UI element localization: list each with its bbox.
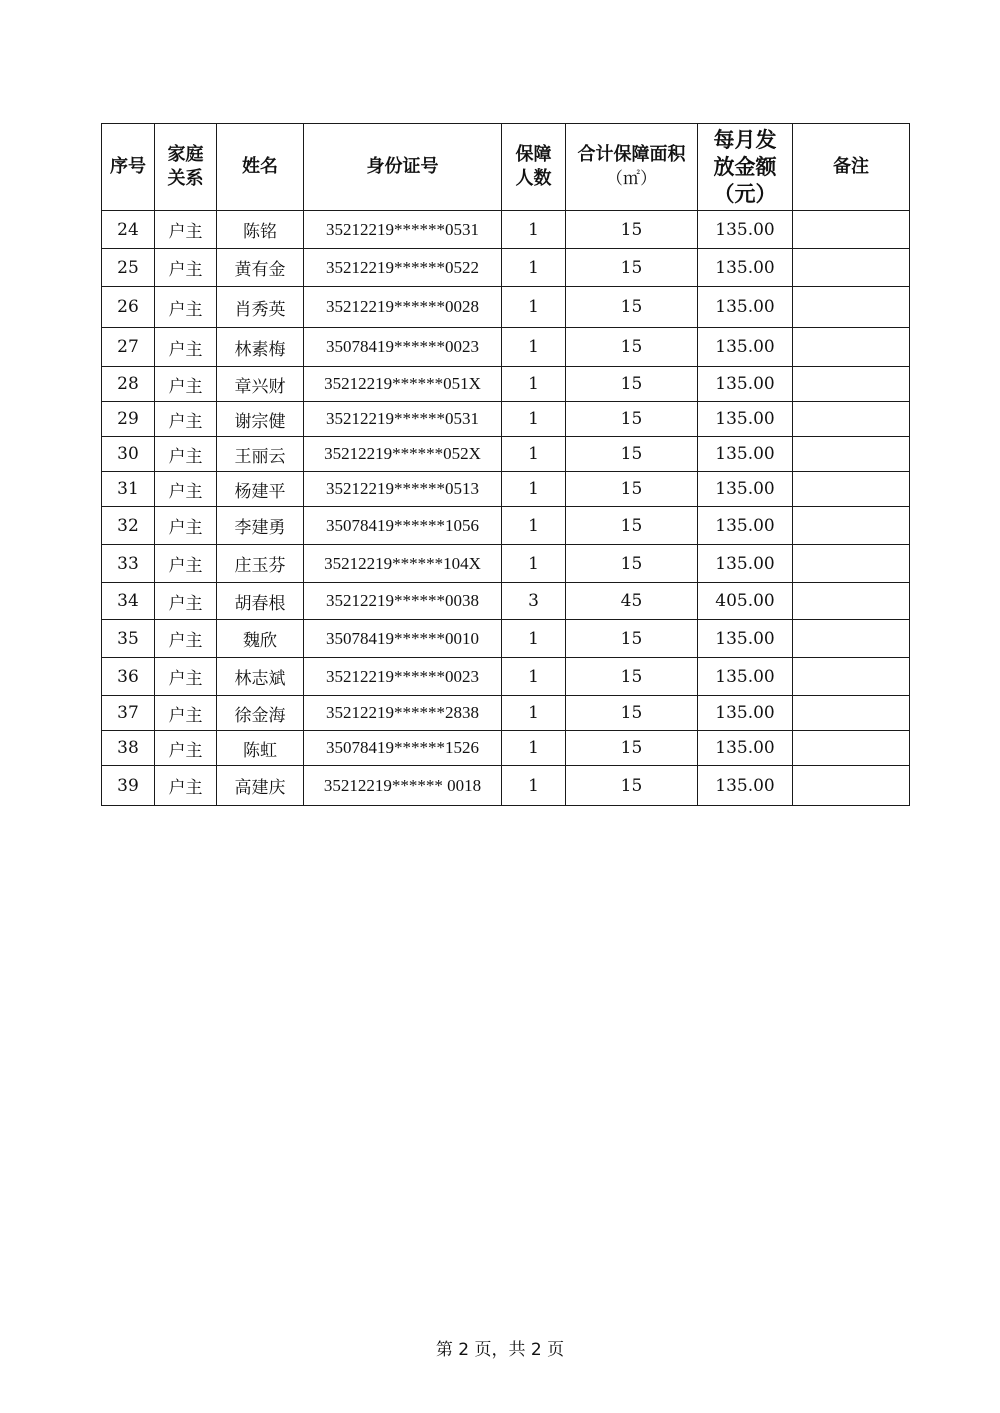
cell-relation: 户主 (155, 328, 217, 367)
cell-area: 15 (566, 402, 698, 437)
cell-seq: 31 (102, 472, 155, 507)
cell-id-number: 35212219******0531 (304, 402, 502, 437)
cell-seq: 24 (102, 211, 155, 249)
cell-id-number: 35212219****** 0018 (304, 766, 502, 806)
cell-seq: 28 (102, 367, 155, 402)
table-row (102, 249, 910, 287)
cell-remarks (793, 437, 910, 472)
table-row (102, 402, 910, 437)
header-id-number: 身份证号 (304, 124, 502, 211)
table-row (102, 287, 910, 328)
cell-remarks (793, 620, 910, 658)
cell-area: 15 (566, 472, 698, 507)
cell-remarks (793, 731, 910, 766)
cell-id-number: 35078419******0023 (304, 328, 502, 367)
cell-area: 15 (566, 545, 698, 583)
cell-seq: 27 (102, 328, 155, 367)
cell-relation: 户主 (155, 731, 217, 766)
cell-id-number: 35212219******0531 (304, 211, 502, 249)
cell-area: 15 (566, 287, 698, 328)
cell-amount: 135.00 (698, 620, 793, 658)
cell-relation: 户主 (155, 402, 217, 437)
cell-seq: 25 (102, 249, 155, 287)
table-row (102, 367, 910, 402)
cell-persons: 1 (502, 731, 566, 766)
cell-name: 高建庆 (217, 766, 304, 806)
cell-seq: 33 (102, 545, 155, 583)
cell-id-number: 35212219******104X (304, 545, 502, 583)
table-row (102, 731, 910, 766)
cell-relation: 户主 (155, 437, 217, 472)
cell-amount: 135.00 (698, 328, 793, 367)
cell-id-number: 35212219******052X (304, 437, 502, 472)
cell-relation: 户主 (155, 211, 217, 249)
cell-amount: 135.00 (698, 211, 793, 249)
cell-persons: 1 (502, 437, 566, 472)
cell-relation: 户主 (155, 766, 217, 806)
cell-name: 章兴财 (217, 367, 304, 402)
cell-id-number: 35212219******0513 (304, 472, 502, 507)
cell-id-number: 35078419******0010 (304, 620, 502, 658)
header-row (102, 124, 910, 211)
table-row (102, 696, 910, 731)
cell-id-number: 35212219******051X (304, 367, 502, 402)
cell-persons: 1 (502, 328, 566, 367)
cell-persons: 1 (502, 658, 566, 696)
cell-name: 杨建平 (217, 472, 304, 507)
cell-name: 林素梅 (217, 328, 304, 367)
cell-amount: 135.00 (698, 367, 793, 402)
cell-name: 陈虹 (217, 731, 304, 766)
cell-relation: 户主 (155, 545, 217, 583)
header-seq: 序号 (102, 124, 155, 211)
cell-seq: 36 (102, 658, 155, 696)
table-body (102, 211, 910, 806)
cell-persons: 1 (502, 211, 566, 249)
cell-seq: 39 (102, 766, 155, 806)
cell-amount: 135.00 (698, 287, 793, 328)
cell-amount: 135.00 (698, 545, 793, 583)
cell-area: 15 (566, 620, 698, 658)
header-relation-line1: 家庭 (167, 144, 204, 165)
cell-amount: 135.00 (698, 249, 793, 287)
cell-seq: 37 (102, 696, 155, 731)
cell-persons: 1 (502, 287, 566, 328)
header-relation-line2: 关系 (167, 168, 204, 189)
table-header (102, 124, 910, 211)
cell-seq: 29 (102, 402, 155, 437)
cell-name: 肖秀英 (217, 287, 304, 328)
cell-name: 黄有金 (217, 249, 304, 287)
cell-persons: 1 (502, 696, 566, 731)
cell-remarks (793, 507, 910, 545)
table-row (102, 211, 910, 249)
cell-persons: 1 (502, 620, 566, 658)
cell-id-number: 35212219******0038 (304, 583, 502, 620)
header-area (566, 124, 698, 211)
cell-name: 林志斌 (217, 658, 304, 696)
cell-persons: 3 (502, 583, 566, 620)
cell-relation: 户主 (155, 583, 217, 620)
cell-amount: 135.00 (698, 731, 793, 766)
table-row (102, 328, 910, 367)
cell-remarks (793, 328, 910, 367)
cell-amount: 135.00 (698, 766, 793, 806)
cell-remarks (793, 766, 910, 806)
cell-name: 胡春根 (217, 583, 304, 620)
header-amount-line2: 放金额 (713, 154, 777, 179)
cell-persons: 1 (502, 545, 566, 583)
cell-amount: 135.00 (698, 402, 793, 437)
cell-relation: 户主 (155, 367, 217, 402)
cell-amount: 135.00 (698, 472, 793, 507)
cell-remarks (793, 211, 910, 249)
cell-amount: 135.00 (698, 507, 793, 545)
cell-remarks (793, 367, 910, 402)
cell-name: 陈铭 (217, 211, 304, 249)
cell-relation: 户主 (155, 696, 217, 731)
table-row (102, 545, 910, 583)
page-footer: 第 2 页，共 2 页 (435, 1340, 565, 1360)
cell-name: 徐金海 (217, 696, 304, 731)
cell-persons: 1 (502, 766, 566, 806)
cell-seq: 34 (102, 583, 155, 620)
cell-id-number: 35078419******1526 (304, 731, 502, 766)
cell-seq: 35 (102, 620, 155, 658)
cell-seq: 38 (102, 731, 155, 766)
cell-id-number: 35078419******1056 (304, 507, 502, 545)
header-persons-line1: 保障 (515, 144, 552, 165)
header-remarks: 备注 (793, 124, 910, 211)
cell-id-number: 35212219******0028 (304, 287, 502, 328)
cell-area: 15 (566, 507, 698, 545)
cell-area: 15 (566, 328, 698, 367)
table-row (102, 437, 910, 472)
cell-remarks (793, 249, 910, 287)
cell-area: 15 (566, 696, 698, 731)
cell-persons: 1 (502, 249, 566, 287)
cell-persons: 1 (502, 507, 566, 545)
header-amount-line1: 每月发 (713, 127, 777, 152)
cell-id-number: 35212219******0023 (304, 658, 502, 696)
cell-area: 15 (566, 766, 698, 806)
cell-area: 15 (566, 731, 698, 766)
cell-relation: 户主 (155, 507, 217, 545)
cell-relation: 户主 (155, 658, 217, 696)
cell-remarks (793, 402, 910, 437)
cell-area: 15 (566, 367, 698, 402)
header-area-line2: （㎡） (606, 169, 657, 189)
cell-amount: 135.00 (698, 696, 793, 731)
cell-area: 15 (566, 658, 698, 696)
cell-relation: 户主 (155, 287, 217, 328)
cell-id-number: 35212219******2838 (304, 696, 502, 731)
cell-relation: 户主 (155, 620, 217, 658)
cell-seq: 26 (102, 287, 155, 328)
cell-name: 王丽云 (217, 437, 304, 472)
cell-remarks (793, 696, 910, 731)
header-area-line1: 合计保障面积 (577, 144, 686, 165)
cell-remarks (793, 583, 910, 620)
table-row (102, 583, 910, 620)
cell-persons: 1 (502, 472, 566, 507)
beneficiary-table (101, 123, 910, 806)
cell-id-number: 35212219******0522 (304, 249, 502, 287)
cell-persons: 1 (502, 402, 566, 437)
cell-name: 谢宗健 (217, 402, 304, 437)
cell-name: 庄玉芬 (217, 545, 304, 583)
cell-area: 15 (566, 211, 698, 249)
cell-name: 李建勇 (217, 507, 304, 545)
cell-relation: 户主 (155, 249, 217, 287)
table-row (102, 658, 910, 696)
cell-name: 魏欣 (217, 620, 304, 658)
header-amount-line3: （元） (713, 181, 777, 206)
cell-remarks (793, 472, 910, 507)
cell-relation: 户主 (155, 472, 217, 507)
cell-remarks (793, 658, 910, 696)
header-amount (698, 124, 793, 211)
cell-persons: 1 (502, 367, 566, 402)
header-relation (155, 124, 217, 211)
cell-area: 15 (566, 249, 698, 287)
cell-amount: 405.00 (698, 583, 793, 620)
cell-amount: 135.00 (698, 658, 793, 696)
header-name: 姓名 (217, 124, 304, 211)
cell-amount: 135.00 (698, 437, 793, 472)
header-persons-line2: 人数 (515, 168, 552, 189)
cell-remarks (793, 545, 910, 583)
cell-seq: 32 (102, 507, 155, 545)
table-row (102, 766, 910, 806)
cell-seq: 30 (102, 437, 155, 472)
cell-remarks (793, 287, 910, 328)
table-row (102, 472, 910, 507)
cell-area: 45 (566, 583, 698, 620)
table-row (102, 507, 910, 545)
header-persons (502, 124, 566, 211)
cell-area: 15 (566, 437, 698, 472)
table-row (102, 620, 910, 658)
